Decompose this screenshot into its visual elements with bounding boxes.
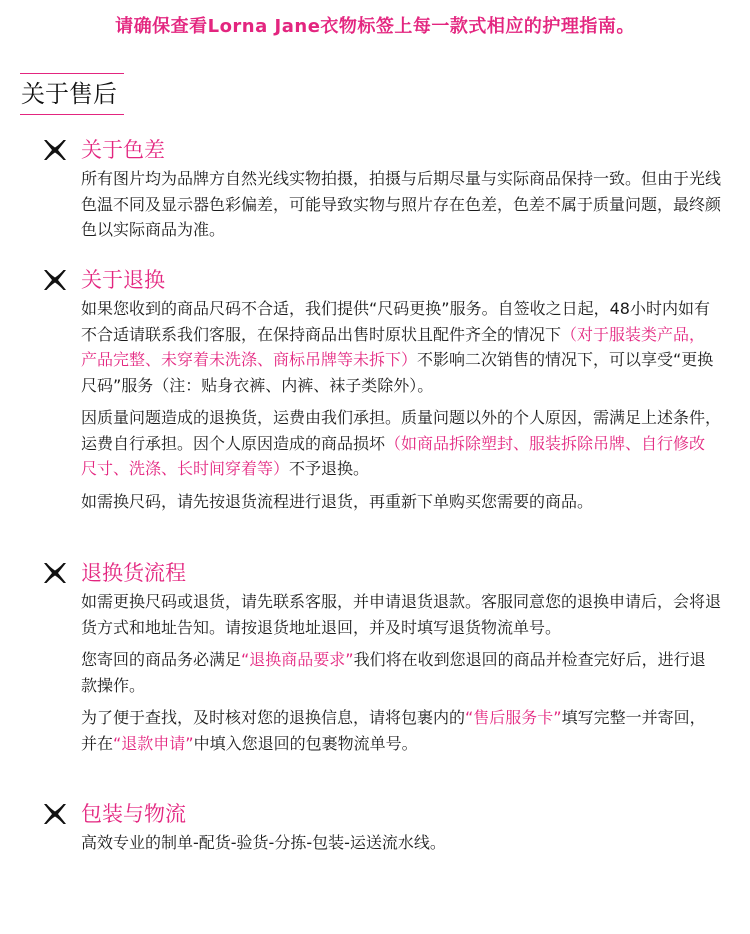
section-header (42, 800, 722, 828)
section-paragraph (81, 166, 721, 243)
paragraph-text: 如需换尺码，请先按退货流程进行退货，再重新下单购买您需要的商品。 (81, 491, 594, 511)
title-divider-bottom (20, 114, 124, 115)
section-returns (42, 266, 722, 514)
highlight-text: “退款申请” (113, 733, 194, 753)
section-packaging-logistics (42, 800, 722, 856)
paragraph-text: 所有图片均为品牌方自然光线实物拍摄，拍摄与后期尽量与实际商品保持一致。但由于光线色温不同及显示器色彩偏差，可能导致实物与照片存在色差，色差不属于质量问题，最终颜色以实际商品为准。 (81, 169, 722, 239)
highlight-text: （对于服装类产品，产品完整、未穿着未洗涤、商标吊牌等未拆下） (81, 324, 706, 369)
paragraph-text: 不影响二次销售的情况下，可以享受“更换尺码”服务（注：贴身衣裤、内裤、袜子类除外）。 (81, 350, 714, 395)
paragraph-text: 我们将在收到您退回的商品并检查完好后，进行退款操作。 (81, 650, 706, 695)
section-paragraph (81, 405, 721, 482)
paragraph-text: 您寄回的商品务必满足 (81, 650, 242, 669)
section-header (42, 266, 722, 294)
bowtie-x-icon (43, 138, 67, 162)
section-title: 关于退换 (81, 268, 165, 292)
section-color-difference (42, 136, 722, 243)
bowtie-x-icon (43, 268, 67, 292)
paragraph-text: 为了便于查找，及时核对您的退换信息，请将包裹内的 (81, 708, 466, 727)
paragraph-text: 填写完整一并寄回，并在 (81, 708, 706, 753)
section-title: 关于色差 (81, 138, 165, 162)
section-return-process (42, 559, 722, 756)
section-header (42, 136, 722, 164)
highlight-text: （如商品拆除塑封、服装拆除吊牌、自行修改尺寸、洗涤、长时间穿着等） (81, 433, 706, 478)
highlight-text: “售后服务卡” (465, 708, 562, 727)
section-paragraph (81, 705, 721, 756)
section-paragraph (81, 489, 721, 515)
section-title: 退换货流程 (81, 561, 186, 585)
section-title: 包装与物流 (81, 802, 186, 826)
paragraph-text: 不予退换。 (289, 459, 370, 478)
section-paragraph (81, 830, 721, 856)
paragraph-text: 中填入您退回的包裹物流单号。 (193, 733, 418, 753)
page-title-block (20, 73, 124, 115)
care-guide-notice: 请确保查看Lorna Jane衣物标签上每一款式相应的护理指南。 (115, 16, 635, 37)
highlight-text: “退换商品要求” (241, 650, 354, 669)
section-paragraph (81, 647, 721, 698)
paragraph-text: 如果您收到的商品尺码不合适，我们提供“尺码更换”服务。自签收之日起，48小时内如有不合适请联系我们客服，在保持商品出售时原状且配件齐全的情况下 (81, 299, 710, 344)
bowtie-x-icon (43, 561, 67, 585)
bowtie-x-icon (43, 802, 67, 826)
section-header (42, 559, 722, 587)
paragraph-text: 因质量问题造成的退换货，运费由我们承担。质量问题以外的个人原因，需满足上述条件，运费自行承担。因个人原因造成的商品损坏 (81, 408, 722, 453)
section-paragraph (81, 296, 721, 398)
paragraph-text: 如需更换尺码或退货，请先联系客服，并申请退货退款。客服同意您的退换申请后，会将退货方式和地址告知。请按退货地址退回，并及时填写退货物流单号。 (81, 592, 722, 637)
section-paragraph (81, 589, 721, 640)
page-title: 关于售后 (21, 80, 117, 108)
paragraph-text: 高效专业的制单-配货-验货-分拣-包装-运送流水线。 (81, 833, 446, 852)
